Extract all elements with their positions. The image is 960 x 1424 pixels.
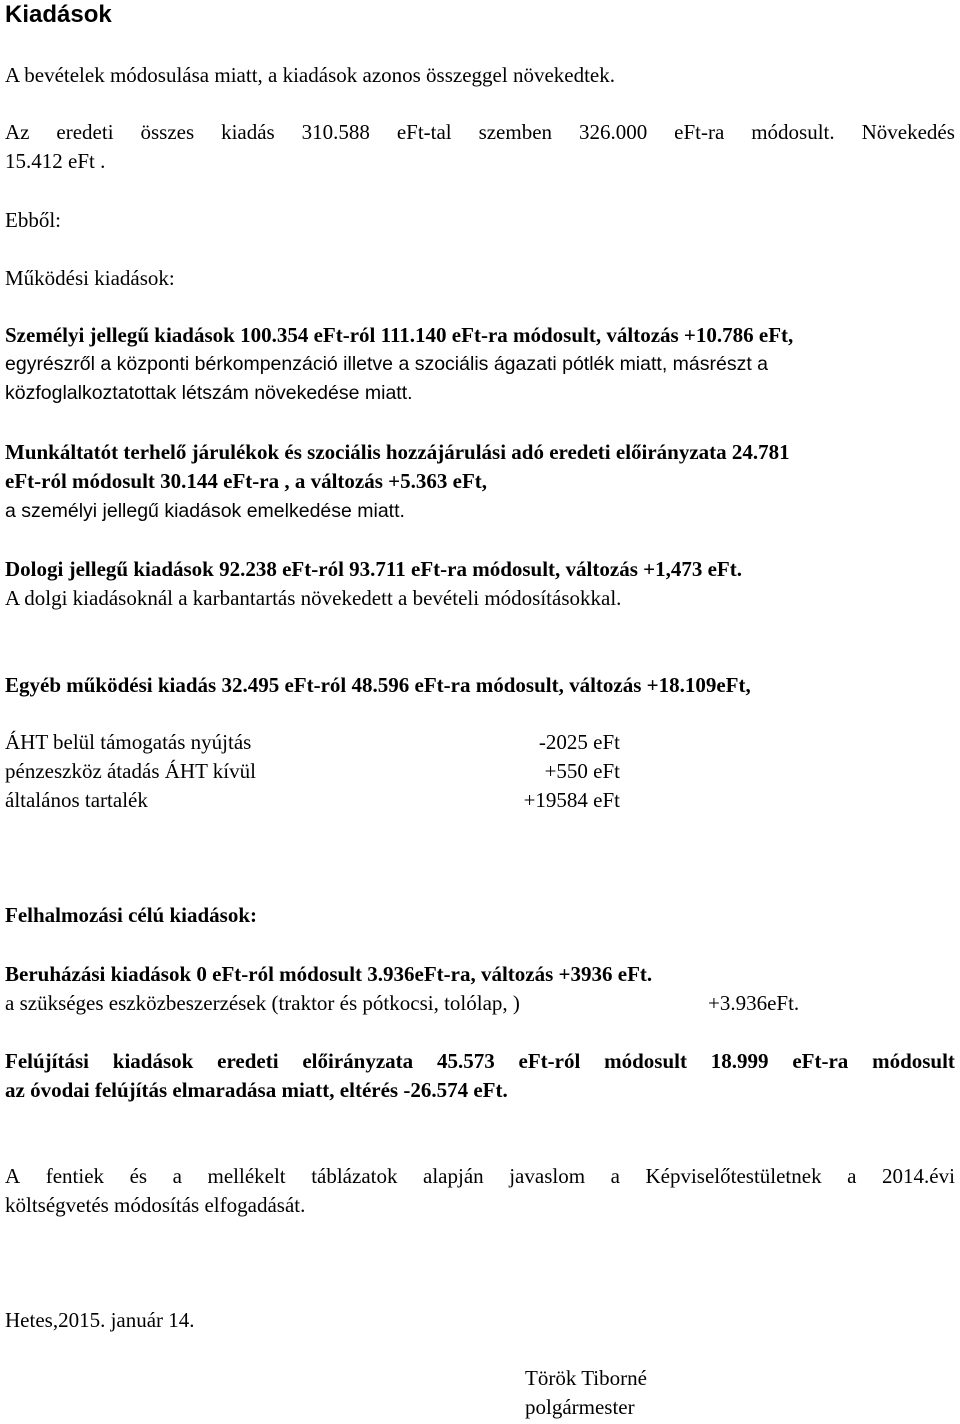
word: összes [140,120,195,144]
word: a [847,1164,857,1188]
egyeb-item-value: -2025 eFt [538,730,620,754]
szemelyi-line-3: közfoglalkoztatottak létszám növekedése miatt. [5,382,413,404]
word: eFt-ról [518,1049,581,1073]
word: fentiek [45,1164,105,1188]
word: a [172,1164,182,1188]
word: 310.588 [301,120,370,144]
word: 2014.évi [882,1164,955,1188]
ebbol-label: Ebből: [5,208,61,232]
word: módosult. [751,120,835,144]
word: mellékelt [207,1164,286,1188]
word: A [5,1164,21,1188]
word: eFt-tal [396,120,452,144]
word: Felújítási [5,1049,89,1073]
egyeb-item-value: +19584 eFt [523,788,620,812]
beruhazasi-line-2-value: +3.936eFt. [708,991,800,1015]
word: kiadás [221,120,275,144]
signature-name: Török Tiborné [525,1366,647,1390]
total-line-1 [5,118,955,147]
szemelyi-line-1: Személyi jellegű kiadások 100.354 eFt-ról 111.140 eFt-ra módosult, változás +10.786 eFt, [5,323,794,347]
szemelyi-line-2: egyrészről a központi bérkompenzáció illetve a szociális ágazati pótlék miatt, másrészt a [5,353,769,375]
word: szemben [478,120,553,144]
egyeb-item-value: +550 eFt [544,759,620,783]
word: eredeti [217,1049,279,1073]
word: eFt-ra [674,120,725,144]
total-line-2: 15.412 eFt . [5,149,106,173]
egyeb-item-label: általános tartalék [5,788,148,812]
word: javaslom [509,1164,586,1188]
word: Képviselőtestületnek [645,1164,822,1188]
mukodesi-heading: Működési kiadások: [5,266,175,290]
intro-paragraph: A bevételek módosulása miatt, a kiadások azonos összeggel növekedtek. [5,63,615,87]
beruhazasi-line-2-label: a szükséges eszközbeszerzések (traktor és pótkocsi, tolólap, ) [5,991,520,1015]
felujitasi-line-1 [5,1047,955,1076]
word: 18.999 [710,1049,769,1073]
word: alapján [423,1164,484,1188]
word: eredeti [56,120,114,144]
dologi-line-2: A dolgi kiadásoknál a karbantartás növekedett a bevételi módosításokkal. [5,586,622,610]
signature-role: polgármester [525,1395,635,1419]
word: 45.573 [436,1049,495,1073]
word: a [610,1164,620,1188]
place-date: Hetes,2015. január 14. [5,1308,195,1332]
egyeb-item-label: pénzeszköz átadás ÁHT kívül [5,759,256,783]
felhalmozasi-heading: Felhalmozási célú kiadások: [5,903,258,927]
closing-line-2: költségvetés módosítás elfogadását. [5,1193,306,1217]
felujitasi-line-2: az óvodai felújítás elmaradása miatt, eltérés -26.574 eFt. [5,1078,508,1102]
jarulekok-line-1: Munkáltatót terhelő járulékok és szociális hozzájárulási adó eredeti előirányzata 24.781 [5,440,790,464]
jarulekok-line-2: eFt-ról módosult 30.144 eFt-ra , a változás +5.363 eFt, [5,469,488,493]
word: és [129,1164,148,1188]
egyeb-line-1: Egyéb működési kiadás 32.495 eFt-ról 48.596 eFt-ra módosult, változás +18.109eFt, [5,673,751,697]
word: eFt-ra [792,1049,849,1073]
jarulekok-line-3: a személyi jellegű kiadások emelkedése miatt. [5,500,405,522]
word: Növekedés [861,120,955,144]
word: előirányzata [302,1049,414,1073]
word: módosult [604,1049,687,1073]
word: 326.000 [578,120,648,144]
word: kiadások [112,1049,194,1073]
page-title: Kiadások [5,1,112,28]
beruhazasi-line-1: Beruházási kiadások 0 eFt-ról módosult 3.936eFt-ra, változás +3936 eFt. [5,962,653,986]
word: táblázatok [311,1164,398,1188]
egyeb-item-label: ÁHT belül támogatás nyújtás [5,730,252,754]
closing-line-1 [5,1162,955,1191]
dologi-line-1: Dologi jellegű kiadások 92.238 eFt-ról 93.711 eFt-ra módosult, változás +1,473 eFt. [5,557,742,581]
word: Az [5,120,30,144]
word: módosult [872,1049,955,1073]
